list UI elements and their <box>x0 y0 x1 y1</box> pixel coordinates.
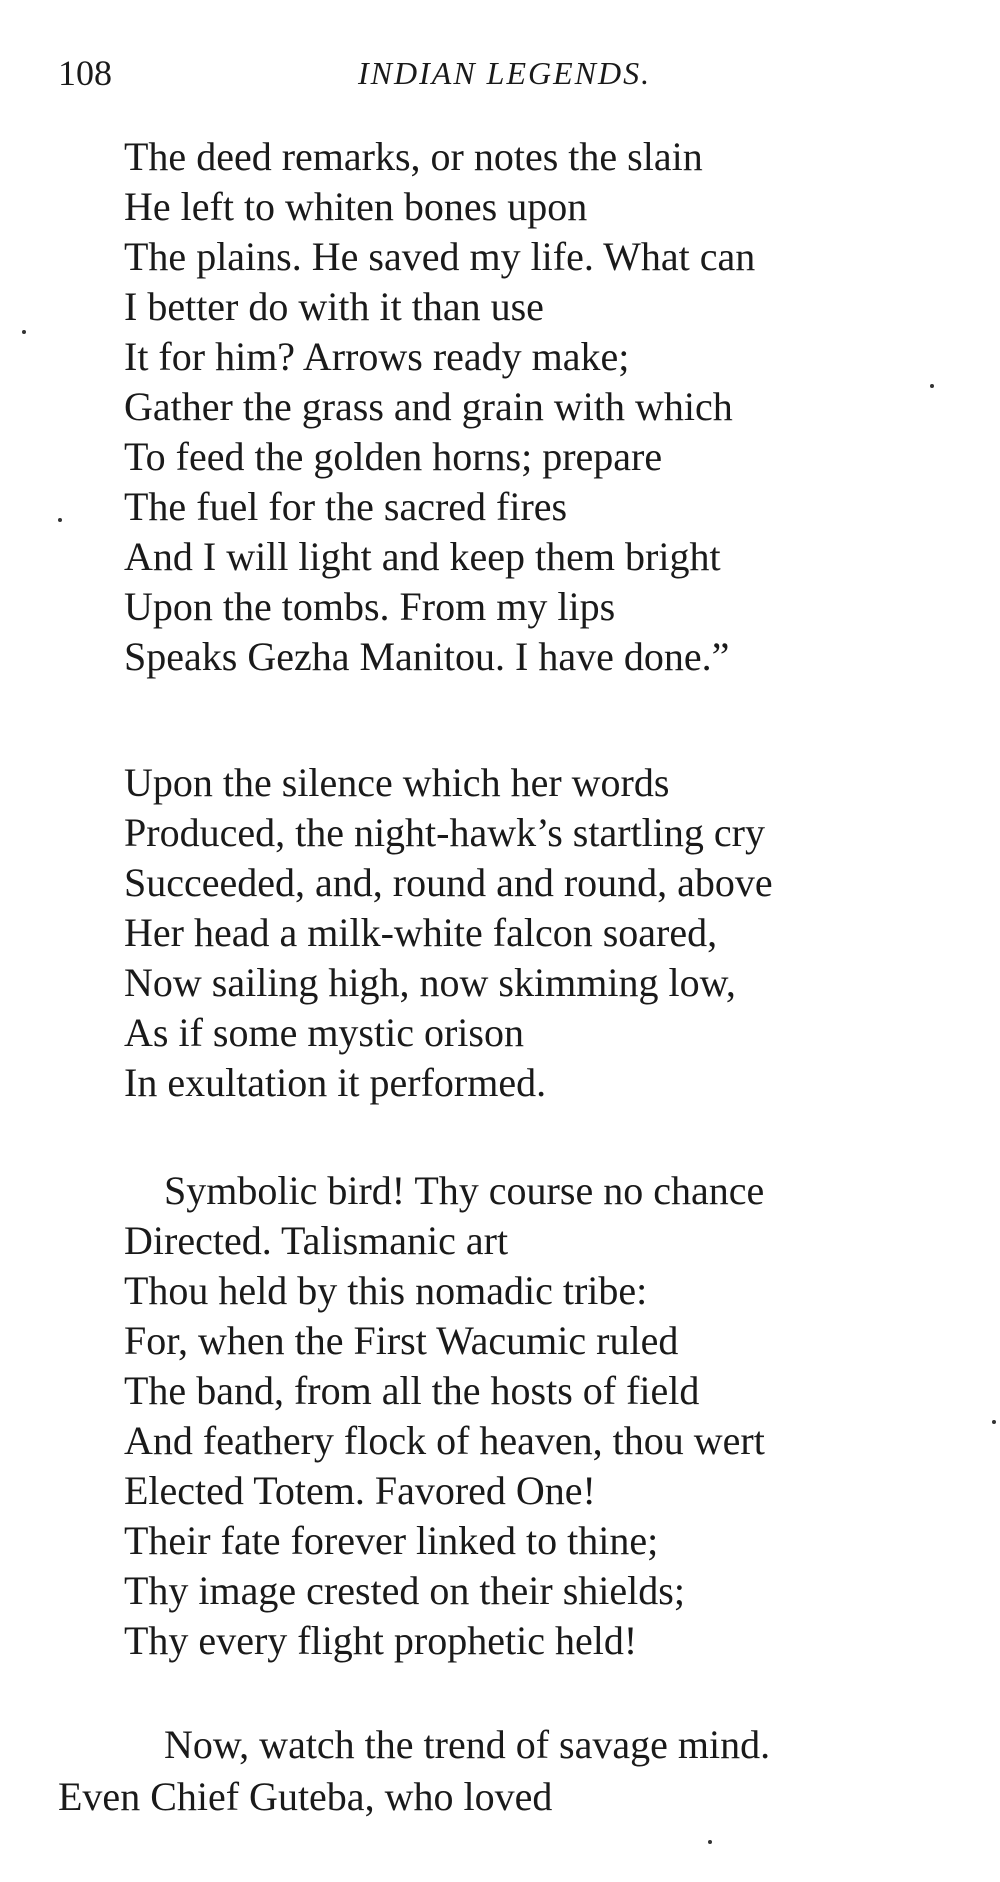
poem-line: And feathery flock of heaven, thou wert <box>124 1418 765 1463</box>
poem-line: Elected Totem. Favored One! <box>124 1468 596 1513</box>
poem-line: Produced, the night-hawk’s startling cry <box>124 810 765 855</box>
page-header <box>58 48 738 98</box>
poem-line: In exultation it performed. <box>124 1060 547 1105</box>
poem-line: For, when the First Wacumic ruled <box>124 1318 679 1363</box>
poem-line: Thy image crested on their shields; <box>124 1568 685 1613</box>
scan-speck <box>930 384 934 388</box>
running-head: INDIAN LEGENDS. <box>358 55 652 91</box>
scan-speck <box>992 1420 996 1424</box>
poem-line: Symbolic bird! Thy course no chance <box>164 1168 765 1213</box>
scan-speck <box>58 518 62 522</box>
poem-line: The deed remarks, or notes the slain <box>124 134 703 179</box>
scan-speck <box>22 330 26 334</box>
poem-line: Upon the tombs. From my lips <box>124 584 616 629</box>
poem-line: I better do with it than use <box>124 284 544 329</box>
scan-speck <box>708 1840 712 1844</box>
poem-line: Upon the silence which her words <box>124 760 670 805</box>
poem-line: Thy every flight prophetic held! <box>124 1618 638 1663</box>
poem-line: Directed. Talismanic art <box>124 1218 509 1263</box>
poem-line: The fuel for the sacred fires <box>124 484 568 529</box>
poem-line: He left to whiten bones upon <box>124 184 588 229</box>
poem-line: Gather the grass and grain with which <box>124 384 733 429</box>
poem-line: To feed the golden horns; prepare <box>124 434 663 479</box>
poem-line: As if some mystic orison <box>124 1010 524 1055</box>
poem-line: Even Chief Guteba, who loved <box>58 1774 553 1819</box>
poem-line: Now, watch the trend of savage mind. <box>164 1722 771 1767</box>
poem-line: It for him? Arrows ready make; <box>124 334 630 379</box>
poem-line: Speaks Gezha Manitou. I have done.” <box>124 634 730 679</box>
poem-line: And I will light and keep them bright <box>124 534 721 579</box>
poem-line: Her head a milk-white falcon soared, <box>124 910 718 955</box>
poem-line: Their fate forever linked to thine; <box>124 1518 659 1563</box>
page-number: 108 <box>58 53 112 93</box>
poem-line: Thou held by this nomadic tribe: <box>124 1268 648 1313</box>
poem-line: Succeeded, and, round and round, above <box>124 860 773 905</box>
poem-line: The plains. He saved my life. What can <box>124 234 756 279</box>
poem-line: The band, from all the hosts of field <box>124 1368 700 1413</box>
poem-line: Now sailing high, now skimming low, <box>124 960 736 1005</box>
